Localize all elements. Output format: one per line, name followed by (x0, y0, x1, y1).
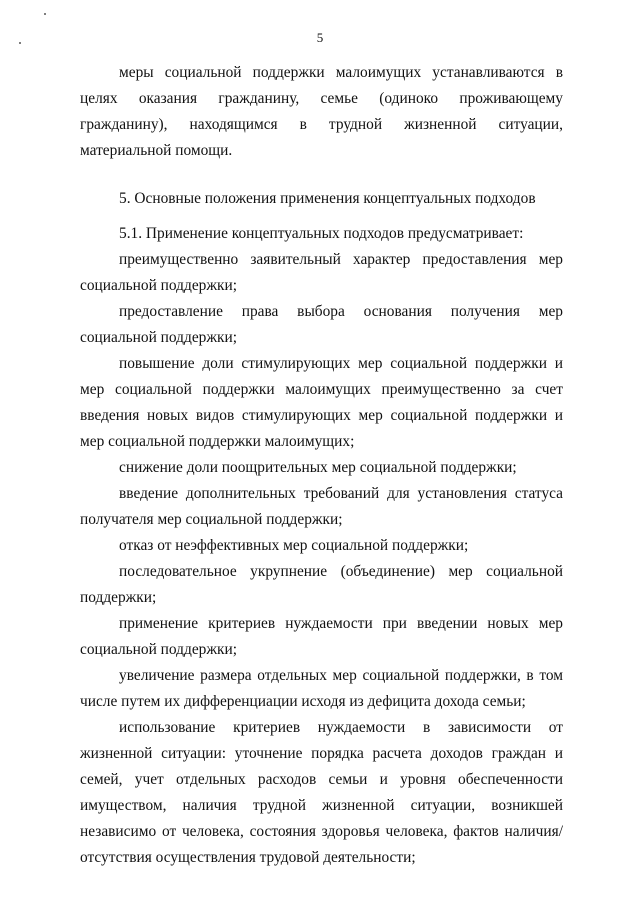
list-item: использование критериев нуждаемости в зависимости от жизненной ситуации: уточнение порядка расчета доходов граждан и семей, учет отдельных расходов семьи и уровня обеспеченности имуществом, наличия трудной жизненной ситуации, возникшей независимо от человека, состояния здоровья человека, фактов наличия/отсутствия осуществления трудовой деятельности; (80, 719, 563, 866)
list-item: увеличение размера отдельных мер социальной поддержки, в том числе путем их дифференциации исходя из дефицита дохода семьи; (80, 667, 563, 710)
list-item: отказ от неэффективных мер социальной поддержки; (119, 537, 469, 554)
list-item: снижение доли поощрительных мер социальной поддержки; (119, 459, 517, 476)
page-number: 5 (316, 30, 324, 45)
paragraph: меры социальной поддержки малоимущих устанавливаются в целях оказания гражданину, семье (одиноко проживающему гражданину), находящимся в трудной жизненной ситуации, материальной помощи. (80, 64, 563, 159)
scan-speck (44, 13, 46, 15)
section-heading: 5. Основные положения применения концептуальных подходов (119, 190, 536, 207)
list-item: повышение доли стимулирующих мер социальной поддержки и мер социальной поддержки малоимущих преимущественно за счет введения новых видов стимулирующих мер социальной поддержки и мер социальной поддержки малоимущих; (80, 355, 563, 450)
list-item: преимущественно заявительный характер предоставления мер социальной поддержки; (80, 251, 563, 294)
list-item: предоставление права выбора основания получения мер социальной поддержки; (80, 303, 563, 346)
list-item: введение дополнительных требований для установления статуса получателя мер социальной поддержки; (80, 485, 563, 528)
paragraph: 5.1. Применение концептуальных подходов предусматривает: (119, 225, 524, 242)
document-body (80, 60, 563, 871)
list-item: последовательное укрупнение (объединение) мер социальной поддержки; (80, 563, 563, 606)
list-item: применение критериев нуждаемости при введении новых мер социальной поддержки; (80, 615, 563, 658)
